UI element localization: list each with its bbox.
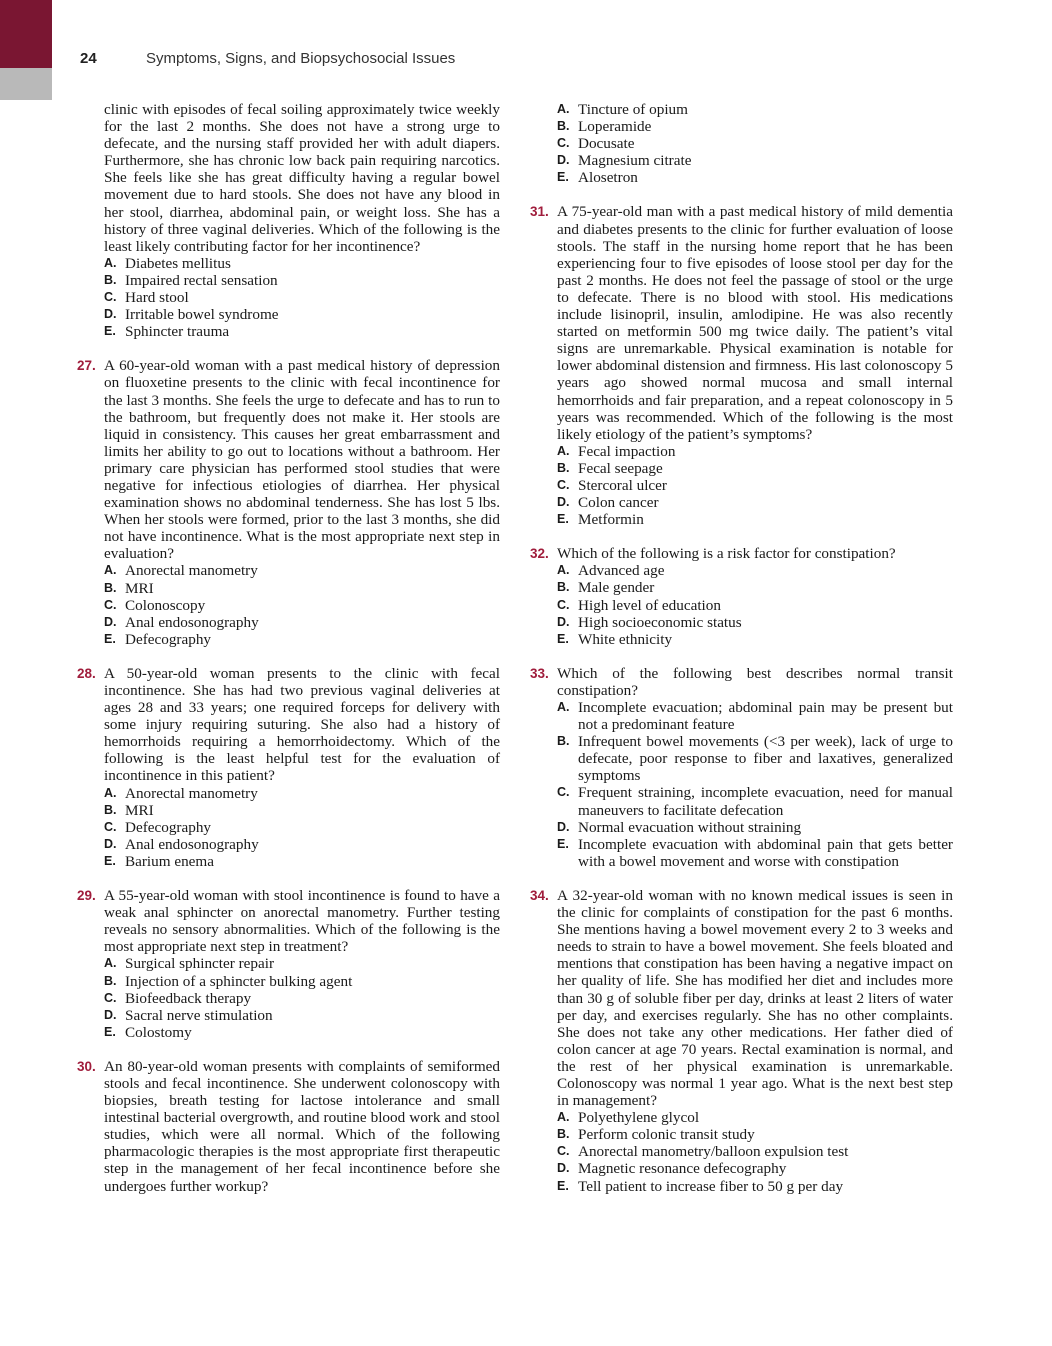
question-28 [77, 664, 500, 870]
page-number: 24 [80, 50, 97, 67]
option-letter: D. [557, 495, 570, 510]
option-letter: D. [104, 307, 117, 322]
question-stem: An 80-year-old woman presents with complaints of semiformed stools and fecal incontinence. She underwent colonoscopy with biopsies, breath testing for lactose intolerance and small intestinal bacterial overgrowth, and routine blood work and stool studies, which were all normal. Which of the following pharmacologic therapies is the most appropriate first therapeutic step in the management of her fecal incontinence before she undergoes further workup? [104, 1057, 500, 1195]
option-text: Barium enema [125, 852, 214, 870]
option-text: Colon cancer [578, 494, 659, 512]
option-c [557, 1143, 953, 1160]
option-letter: C. [557, 136, 570, 151]
option-text: High socioeconomic status [578, 613, 742, 631]
answer-options [104, 562, 500, 647]
option-text: High level of education [578, 596, 721, 614]
option-a [557, 443, 953, 460]
option-a [104, 562, 500, 579]
option-text: Anorectal manometry/balloon expulsion test [578, 1143, 849, 1161]
option-a [104, 955, 500, 972]
option-a [104, 255, 500, 272]
option-letter: A. [104, 956, 117, 971]
option-e [104, 1024, 500, 1041]
question-number: 29. [77, 888, 96, 904]
question-stem: clinic with episodes of fecal soiling approximately twice weekly for the last 2 months. She does not have a strong urge to defecate, and the nursing staff provided her with adult diapers. Furthermore, she has chronic low back pain requiring narcotics. She feels like she has great difficulty having a regular bowel movement due to hard stools. She does not have any blood in her stool, diarrhea, abdominal pain, or weight loss. She has a history of three vaginal deliveries. Which of the following is the least likely contributing factor for her incontinence? [104, 101, 500, 255]
question-number: 28. [77, 665, 96, 681]
option-e [557, 1178, 953, 1195]
option-letter: E. [557, 170, 569, 185]
option-letter: C. [104, 990, 117, 1005]
option-text: Anal endosonography [125, 835, 259, 853]
option-c [104, 289, 500, 306]
option-text: Colostomy [125, 1023, 192, 1041]
option-c [104, 819, 500, 836]
option-text: Infrequent bowel movements (<3 per week), lack of urge to defecate, poor response to fiber and laxatives, generalized symptoms [578, 733, 953, 785]
option-e [104, 323, 500, 340]
option-letter: B. [557, 580, 570, 595]
question-29 [77, 887, 500, 1041]
option-text: Perform colonic transit study [578, 1126, 755, 1144]
option-text: Hard stool [125, 289, 189, 307]
option-text: Frequent straining, incomplete evacuation, need for manual maneuvers to facilitate defecation [578, 784, 953, 819]
question-26-continued [104, 101, 500, 340]
option-letter: A. [557, 700, 570, 714]
question-34 [530, 886, 953, 1195]
option-letter: B. [557, 1127, 570, 1142]
option-text: Injection of a sphincter bulking agent [125, 972, 353, 990]
option-text: Fecal impaction [578, 442, 676, 460]
option-d [557, 1160, 953, 1177]
option-b [104, 973, 500, 990]
question-number: 34. [530, 887, 549, 903]
option-d [557, 152, 953, 169]
option-text: Normal evacuation without straining [578, 818, 802, 836]
option-c [557, 477, 953, 494]
option-letter: D. [557, 614, 570, 629]
question-number: 30. [77, 1058, 96, 1074]
option-letter: D. [557, 153, 570, 168]
option-text: Polyethylene glycol [578, 1109, 700, 1127]
option-letter: B. [557, 119, 570, 134]
question-stem: A 75-year-old man with a past medical history of mild dementia and diabetes presents to the clinic for further evaluation of loose stools. The staff in the nursing home report that he has been experiencing four to five episodes of loose stool per day for the past 2 months. He does not feel the passage of stool or the urge to defecate. There is no blood with stool. His medications include lisinopril, insulin, amlodipine. He was also recently started on metformin 500 mg twice daily. The patient’s vital signs are unremarkable. Physical examination is notable for lower abdominal distension and firmness. His last colonoscopy 5 years ago showed normal mucosa and small internal hemorrhoids and fair preparation, and a repeat colonoscopy in 5 years was recommended. Which of the following is the most likely etiology of the patient’s symptoms? [557, 203, 953, 443]
option-text: Colonoscopy [125, 596, 206, 614]
question-33 [530, 664, 953, 870]
option-letter: E. [557, 631, 569, 646]
option-b [557, 733, 953, 784]
option-text: Stercoral ulcer [578, 476, 667, 494]
option-c [104, 597, 500, 614]
option-letter: E. [104, 1024, 116, 1039]
option-letter: E. [557, 1178, 569, 1193]
option-text: Defecography [125, 630, 212, 648]
option-letter: C. [104, 819, 117, 834]
option-letter: D. [104, 836, 117, 851]
option-b [104, 272, 500, 289]
option-text: Impaired rectal sensation [125, 271, 278, 289]
option-d [557, 494, 953, 511]
option-d [104, 1007, 500, 1024]
option-text: Alosetron [578, 169, 638, 187]
option-letter: E. [557, 836, 569, 851]
option-letter: E. [557, 512, 569, 527]
option-letter: A. [557, 1110, 570, 1125]
option-letter: E. [104, 853, 116, 868]
option-text: Sphincter trauma [125, 323, 230, 341]
option-text: Defecography [125, 818, 212, 836]
option-letter: C. [557, 785, 570, 800]
option-e [557, 169, 953, 186]
option-a [557, 1109, 953, 1126]
question-stem: A 60-year-old woman with a past medical history of depression on fluoxetine presents to the clinic with fecal incontinence for the last 3 months. She feels the urge to defecate and has to run to the bathroom, but frequently does not make it. Her stools are liquid in consistency. This causes her great embarrassment and limits her ability to go out to locations without a bathroom. Her primary care physician has performed stool studies that were negative for infectious etiologies of diarrhea. Her physical examination shows no abdominal tenderness. She has lost 5 lbs. When her stools were formed, prior to the last 3 months, she did not have incontinence. What is the most appropriate next step in evaluation? [104, 357, 500, 563]
option-letter: A. [557, 563, 570, 578]
question-30-options [557, 101, 953, 186]
option-text: Anal endosonography [125, 613, 259, 631]
question-number: 32. [530, 546, 549, 562]
answer-options [557, 101, 953, 186]
option-d [104, 306, 500, 323]
option-text: Diabetes mellitus [125, 254, 231, 272]
question-31 [530, 203, 953, 529]
option-a [104, 785, 500, 802]
option-text: Tincture of opium [578, 101, 688, 118]
option-letter: E. [104, 631, 116, 646]
option-text: Metformin [578, 511, 644, 529]
option-letter: C. [557, 597, 570, 612]
question-number: 31. [530, 204, 549, 220]
option-b [104, 580, 500, 597]
option-a [557, 101, 953, 118]
option-letter: C. [104, 597, 117, 612]
question-27 [77, 357, 500, 648]
option-letter: B. [104, 272, 117, 287]
option-b [104, 802, 500, 819]
option-text: Loperamide [578, 118, 652, 136]
question-stem: Which of the following best describes normal transit constipation? [557, 664, 953, 699]
question-32 [530, 545, 953, 648]
option-e [104, 853, 500, 870]
option-letter: C. [104, 290, 117, 305]
answer-options [557, 562, 953, 647]
right-column [530, 101, 953, 1212]
left-column [77, 101, 500, 1212]
question-number: 27. [77, 358, 96, 374]
option-text: Biofeedback therapy [125, 989, 252, 1007]
option-e [557, 511, 953, 528]
option-text: Tell patient to increase fiber to 50 g per day [578, 1177, 844, 1195]
option-d [104, 836, 500, 853]
option-letter: A. [557, 443, 570, 458]
option-c [557, 597, 953, 614]
option-e [557, 836, 953, 870]
option-b [557, 579, 953, 596]
option-text: Incomplete evacuation with abdominal pain that gets better with a bowel movement and worse with constipation [578, 835, 953, 870]
option-text: Anorectal manometry [125, 562, 258, 580]
chapter-tab-gray [0, 68, 52, 100]
question-30 [77, 1057, 500, 1195]
answer-options [104, 785, 500, 870]
option-e [104, 631, 500, 648]
option-c [104, 990, 500, 1007]
option-d [104, 614, 500, 631]
option-b [557, 460, 953, 477]
question-stem: Which of the following is a risk factor for constipation? [557, 545, 896, 563]
option-letter: B. [557, 460, 570, 475]
answer-options [104, 955, 500, 1040]
question-number: 33. [530, 665, 549, 681]
option-b [557, 1126, 953, 1143]
option-text: Docusate [578, 135, 635, 153]
answer-options [557, 443, 953, 528]
question-stem: A 32-year-old woman with no known medical issues is seen in the clinic for complaints of constipation for the past 6 months. She mentions having a bowel movement every 2 to 3 weeks and needs to strain to have a bowel movement. She feels bloated and mentions that constipation has been having a negative impact on her quality of life. She has modified her diet and includes more than 30 g of soluble fiber per day, drinks at least 2 liters of water per day, and exercises regularly. She has no other complaints. She does not take any other medications. Her father died of colon cancer at age 70 years. Rectal examination is normal, and the rest of her physical examination is unremarkable. Colonoscopy was normal 1 year ago. What is the next best step in management? [557, 886, 953, 1110]
option-text: White ethnicity [578, 630, 673, 648]
option-text: Incomplete evacuation; abdominal pain may be present but not a predominant feature [578, 699, 953, 734]
option-text: Sacral nerve stimulation [125, 1006, 273, 1024]
question-stem: A 50-year-old woman presents to the clinic with fecal incontinence. She has had two previous vaginal deliveries at ages 28 and 33 years; one required forceps for delivery with some injury requiring suturing. She also had a history of hemorrhoids requiring a hemorrhoidectomy. Which of the following is the least helpful test for the evaluation of incontinence in this patient? [104, 664, 500, 785]
option-letter: C. [557, 1144, 570, 1159]
option-d [557, 819, 953, 836]
option-letter: D. [557, 1161, 570, 1176]
option-letter: A. [557, 102, 570, 116]
option-c [557, 784, 953, 818]
option-text: Irritable bowel syndrome [125, 306, 279, 324]
option-letter: D. [104, 614, 117, 629]
option-d [557, 614, 953, 631]
option-text: Surgical sphincter repair [125, 955, 275, 973]
option-text: Fecal seepage [578, 459, 663, 477]
option-a [557, 562, 953, 579]
option-text: Male gender [578, 579, 655, 597]
option-e [557, 631, 953, 648]
option-letter: B. [104, 802, 117, 817]
option-a [557, 699, 953, 733]
option-letter: D. [104, 1007, 117, 1022]
option-text: MRI [125, 801, 154, 819]
question-stem: A 55-year-old woman with stool incontinence is found to have a weak anal sphincter on anorectal manometry. Further testing reveals no sensory abnormalities. Which of the following is the most appropriate next step in treatment? [104, 887, 500, 956]
option-text: MRI [125, 579, 154, 597]
answer-options [557, 699, 953, 870]
option-text: Magnesium citrate [578, 152, 692, 170]
chapter-tab-maroon [0, 0, 52, 68]
answer-options [557, 1109, 953, 1194]
option-letter: D. [557, 819, 570, 834]
option-letter: E. [104, 324, 116, 339]
running-title: Symptoms, Signs, and Biopsychosocial Issues [146, 50, 456, 67]
option-letter: A. [104, 563, 117, 578]
option-text: Advanced age [578, 562, 665, 580]
option-text: Anorectal manometry [125, 784, 258, 802]
option-letter: B. [557, 734, 570, 749]
option-b [557, 118, 953, 135]
option-c [557, 135, 953, 152]
option-letter: A. [104, 255, 117, 270]
option-letter: C. [557, 477, 570, 492]
option-text: Magnetic resonance defecography [578, 1160, 787, 1178]
option-letter: B. [104, 973, 117, 988]
option-letter: A. [104, 785, 117, 800]
answer-options [104, 255, 500, 340]
option-letter: B. [104, 580, 117, 595]
